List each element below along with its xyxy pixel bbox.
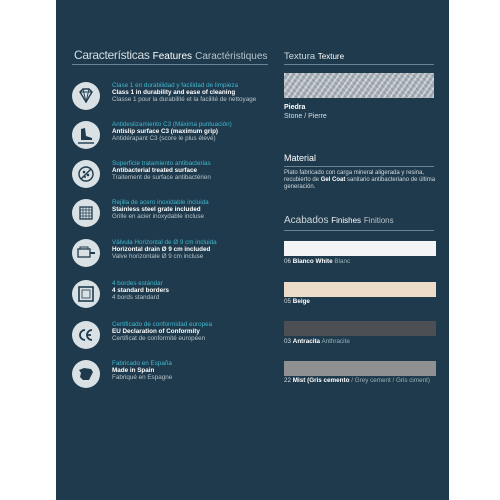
finish-label: 03 Antracita Anthracite (284, 338, 350, 345)
feature-text-es: Rejilla de acero inoxidable incluida (112, 199, 209, 206)
material-text-pre: Plato fabricado con carga mineral aligerada y resina, recubierto de (284, 170, 425, 184)
feature-text-es: Clase 1 en durabilidad y facilidad de limpieza (112, 82, 239, 89)
feature-text-en: Antislip surface C3 (maximum grip) (112, 128, 219, 135)
texture-title-en: Texture (317, 52, 345, 61)
finish-label: 05 Beige (284, 298, 310, 305)
foot-on-surface-icon (72, 121, 100, 149)
feature-item (72, 239, 267, 275)
stone-texture-swatch (284, 73, 434, 98)
features-divider (72, 64, 268, 65)
material-divider (284, 166, 434, 167)
finishes-title-en: Finishes (331, 216, 362, 225)
finish-label: 06 Blanco White Blanc (284, 258, 351, 265)
feature-text-en: 4 standard borders (112, 287, 170, 294)
feature-text-es: Antideslizamiento C3 (Máxima puntuación) (112, 121, 232, 128)
feature-text-fr: Antidérapant C3 (score le plus élevé) (112, 135, 216, 142)
feature-text-en: Horizontal drain Ø 9 cm included (112, 246, 211, 253)
finish-label: 22 Mist (Gris cemento / Grey cement / Gris ciment) (284, 377, 430, 384)
feature-item (72, 280, 267, 316)
feature-text-fr: Grille en acier inoxydable incluse (112, 213, 205, 220)
feature-item (72, 160, 267, 196)
spain-map-icon (72, 360, 100, 388)
spec-panel (56, 0, 449, 500)
finishes-title-es: Acabados (284, 215, 329, 226)
feature-item (72, 82, 267, 118)
feature-text-en: EU Declaration of Conformity (112, 328, 200, 335)
finish-swatch-white (284, 241, 436, 256)
feature-text-es: Certificado de conformidad europea (112, 321, 213, 328)
feature-text-fr: Certificat de conformité européen (112, 335, 206, 342)
texture-name-es: Piedra (284, 104, 306, 111)
antibacterial-icon (72, 160, 100, 188)
texture-heading (284, 51, 344, 62)
finishes-divider (284, 230, 434, 231)
horizontal-drain-icon (72, 239, 100, 267)
grate-icon (72, 199, 100, 227)
material-text-bold: Gel Coat (320, 177, 346, 184)
finish-swatch-beige (284, 282, 436, 297)
finishes-heading (284, 215, 394, 226)
feature-text-en: Antibacterial treated surface (112, 167, 198, 174)
texture-title-es: Textura (284, 51, 316, 62)
features-title-es: Características (74, 48, 150, 62)
material-description (284, 170, 444, 192)
features-title-en: Features (152, 51, 193, 62)
feature-text-en: Class 1 in durability and ease of cleaning (112, 89, 236, 96)
feature-text-en: Stainless steel grate included (112, 206, 201, 213)
feature-text-fr: Traitement de surface antibactérien (112, 174, 211, 181)
diamond-icon (72, 82, 100, 110)
ce-mark-icon (72, 321, 100, 349)
feature-text-fr: Valve horizontale Ø 9 cm incluse (112, 253, 204, 260)
feature-item (72, 360, 267, 396)
material-text-post: sanitario antibacteriano de última generación. (284, 177, 436, 191)
square-border-icon (72, 280, 100, 308)
finish-swatch-anthracite (284, 321, 436, 336)
texture-name-rest: Stone / Pierre (284, 113, 327, 120)
feature-item (72, 121, 267, 157)
features-heading (74, 48, 274, 62)
feature-text-fr: 4 bords standard (112, 294, 160, 301)
feature-text-es: 4 bordes estándar (112, 280, 163, 287)
feature-text-fr: Fabriqué en Espagne (112, 374, 173, 381)
feature-item (72, 321, 267, 357)
texture-divider (284, 64, 434, 65)
material-heading: Material (284, 153, 317, 163)
features-title-fr: Caractéristiques (195, 51, 268, 62)
feature-text-fr: Classe 1 pour la durabilité et la facilité de nettoyage (112, 96, 257, 103)
finishes-title-fr: Finitions (363, 216, 394, 225)
feature-text-en: Made in Spain (112, 367, 155, 374)
feature-text-es: Superficie tratamiento antibacterias (112, 160, 211, 167)
feature-text-es: Fabricado en España (112, 360, 172, 367)
finish-swatch-mist (284, 361, 436, 376)
feature-text-es: Válvula Horizontal de Ø 9 cm incluida (112, 239, 217, 246)
feature-item (72, 199, 267, 235)
